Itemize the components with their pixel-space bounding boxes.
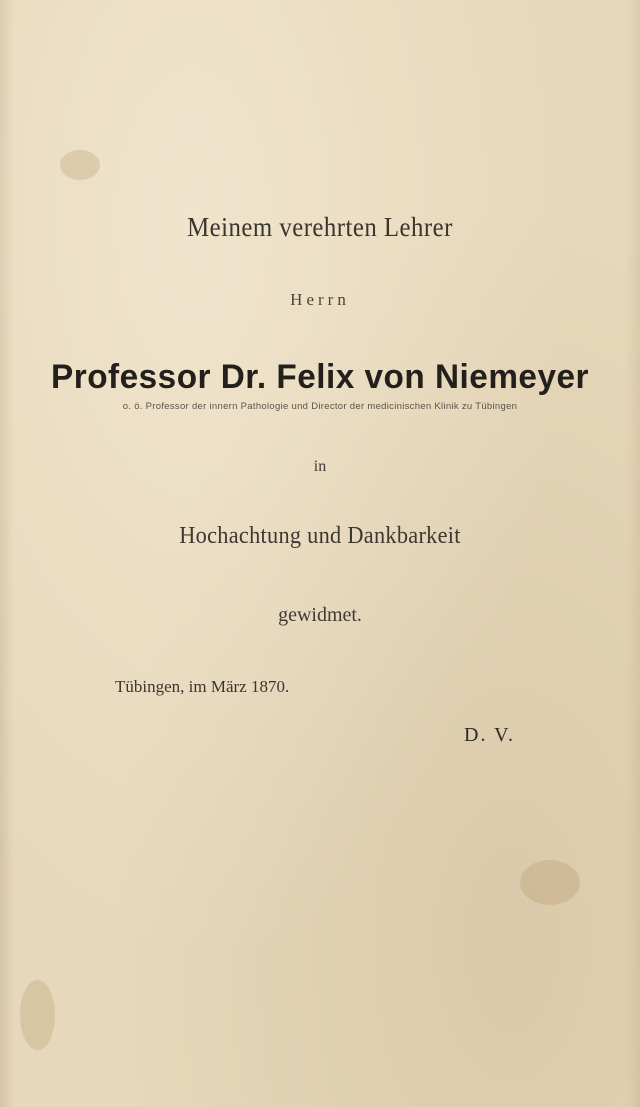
gratitude-line: Hochachtung und Dankbarkeit — [179, 523, 461, 549]
connector-in: in — [313, 458, 327, 475]
paper-stain — [60, 150, 100, 180]
paper-stain — [20, 980, 55, 1050]
salutation-herrn: Herrn — [290, 290, 350, 309]
paper-stain — [520, 860, 580, 905]
place-and-date: Tübingen, im März 1870. — [115, 677, 290, 696]
recipient-name: Professor Dr. Felix von Niemeyer — [51, 358, 589, 396]
author-initials: D. V. — [464, 724, 515, 746]
dedication-line: Meinem verehrten Lehrer — [187, 212, 453, 242]
dedicated-line: gewidmet. — [278, 604, 362, 626]
recipient-title: o. ö. Professor der innern Pathologie und Director der medicinischen Klinik zu Tübingen — [122, 401, 518, 412]
